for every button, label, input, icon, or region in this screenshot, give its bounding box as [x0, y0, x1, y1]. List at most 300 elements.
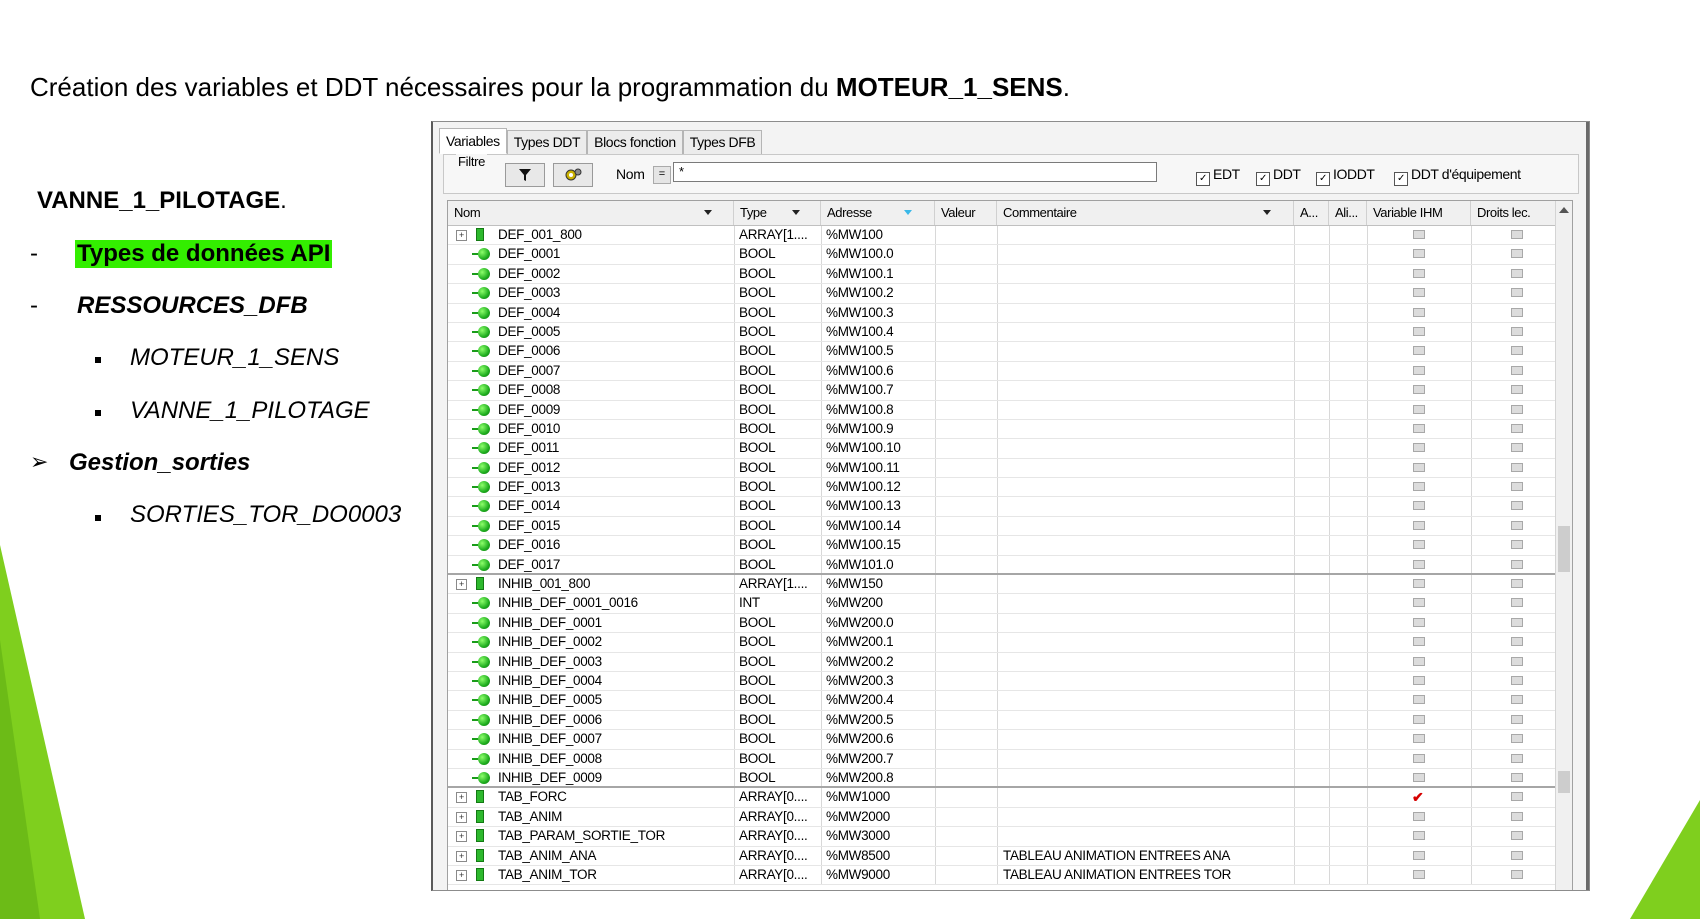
- table-row[interactable]: [448, 614, 1556, 633]
- tab-types-dfb[interactable]: Types DFB: [683, 130, 763, 154]
- cell-nom[interactable]: DEF_0016: [498, 537, 561, 553]
- cell-type[interactable]: BOOL: [739, 672, 776, 688]
- column-divider: [935, 536, 936, 554]
- cell-nom[interactable]: DEF_0017: [498, 556, 561, 572]
- cell-type[interactable]: BOOL: [739, 731, 776, 747]
- expand-icon[interactable]: +: [456, 230, 467, 241]
- table-row[interactable]: [448, 304, 1556, 323]
- chevron-down-icon[interactable]: [704, 210, 712, 215]
- cell-type[interactable]: BOOL: [739, 265, 776, 281]
- cell-commentaire[interactable]: [1003, 497, 1291, 515]
- cell-type[interactable]: ARRAY[1....: [739, 576, 808, 592]
- read-rights-checkbox[interactable]: [1511, 792, 1523, 801]
- cell-type[interactable]: BOOL: [739, 692, 776, 708]
- column-divider: [935, 788, 936, 806]
- expand-icon[interactable]: +: [456, 812, 467, 823]
- cell-adresse[interactable]: %MW200.6: [826, 731, 894, 747]
- cell-nom[interactable]: INHIB_DEF_0001_0016: [498, 595, 638, 611]
- cell-adresse[interactable]: %MW100.1: [826, 265, 894, 281]
- read-rights-checkbox[interactable]: [1511, 501, 1523, 510]
- read-rights-checkbox[interactable]: [1511, 754, 1523, 763]
- read-rights-checkbox[interactable]: [1511, 482, 1523, 491]
- cell-commentaire[interactable]: [1003, 614, 1291, 632]
- ihm-checkbox[interactable]: [1413, 385, 1425, 394]
- column-divider: [821, 342, 822, 360]
- read-rights-checkbox[interactable]: [1511, 308, 1523, 317]
- table-row[interactable]: [448, 284, 1556, 303]
- column-divider: [1294, 691, 1295, 709]
- cell-nom[interactable]: INHIB_DEF_0001: [498, 614, 602, 630]
- ihm-checkbox[interactable]: [1413, 773, 1425, 782]
- col-header-droits[interactable]: Droits lec.: [1471, 201, 1557, 225]
- cell-adresse[interactable]: %MW100.3: [826, 304, 894, 320]
- col-header-a[interactable]: A...: [1294, 201, 1329, 225]
- cell-adresse[interactable]: %MW100.5: [826, 343, 894, 359]
- checkbox-icon: ✓: [1196, 172, 1210, 186]
- cell-type[interactable]: ARRAY[0....: [739, 828, 808, 844]
- read-rights-checkbox[interactable]: [1511, 657, 1523, 666]
- read-rights-checkbox[interactable]: [1511, 249, 1523, 258]
- cell-commentaire[interactable]: [1003, 808, 1291, 826]
- ihm-checkbox[interactable]: [1413, 851, 1425, 860]
- chevron-down-icon[interactable]: [1263, 210, 1271, 215]
- cell-adresse[interactable]: %MW100.14: [826, 517, 901, 533]
- column-divider: [1367, 556, 1368, 573]
- col-header-commentaire[interactable]: Commentaire: [997, 201, 1294, 225]
- cell-adresse[interactable]: %MW100.8: [826, 401, 894, 417]
- cell-adresse[interactable]: %MW100.7: [826, 382, 894, 398]
- cell-commentaire[interactable]: [1003, 420, 1291, 438]
- cell-nom[interactable]: DEF_0008: [498, 382, 561, 398]
- cell-nom[interactable]: DEF_0002: [498, 265, 561, 281]
- cell-nom[interactable]: DEF_0012: [498, 459, 561, 475]
- cell-type[interactable]: BOOL: [739, 537, 776, 553]
- read-rights-checkbox[interactable]: [1511, 424, 1523, 433]
- ihm-checkbox[interactable]: [1413, 288, 1425, 297]
- cell-type[interactable]: BOOL: [739, 440, 776, 456]
- cell-adresse[interactable]: %MW200.1: [826, 634, 894, 650]
- cell-commentaire[interactable]: [1003, 478, 1291, 496]
- column-divider: [734, 594, 735, 612]
- cell-type[interactable]: BOOL: [739, 517, 776, 533]
- read-rights-checkbox[interactable]: [1511, 405, 1523, 414]
- ihm-checkbox[interactable]: [1413, 308, 1425, 317]
- ddt-checkbox[interactable]: ✓ DDT: [1256, 166, 1301, 186]
- col-header-adresse[interactable]: Adresse: [821, 201, 935, 225]
- cell-type[interactable]: BOOL: [739, 401, 776, 417]
- cell-nom[interactable]: DEF_0011: [498, 440, 560, 456]
- ihm-checkbox[interactable]: [1413, 870, 1425, 879]
- cell-nom[interactable]: TAB_FORC: [498, 789, 567, 805]
- table-row[interactable]: [448, 323, 1556, 342]
- table-row[interactable]: [448, 653, 1556, 672]
- table-row[interactable]: [448, 594, 1556, 613]
- cell-type[interactable]: BOOL: [739, 711, 776, 727]
- cell-type[interactable]: BOOL: [739, 382, 776, 398]
- edt-checkbox[interactable]: ✓ EDT: [1196, 166, 1240, 186]
- cell-adresse[interactable]: %MW200.8: [826, 769, 894, 785]
- cell-type[interactable]: ARRAY[1....: [739, 227, 808, 242]
- table-row[interactable]: [448, 575, 1556, 594]
- cell-nom[interactable]: INHIB_DEF_0009: [498, 769, 602, 785]
- column-divider: [1294, 497, 1295, 515]
- table-row[interactable]: [448, 847, 1556, 866]
- read-rights-checkbox[interactable]: [1511, 463, 1523, 472]
- column-divider: [1471, 362, 1472, 380]
- cell-adresse[interactable]: %MW100.11: [826, 459, 900, 475]
- cell-type[interactable]: BOOL: [739, 498, 776, 514]
- ihm-checkbox[interactable]: [1413, 521, 1425, 530]
- expand-icon[interactable]: +: [456, 831, 467, 842]
- ihm-checkbox[interactable]: [1413, 249, 1425, 258]
- col-header-alias[interactable]: Ali...: [1329, 201, 1367, 225]
- cell-type[interactable]: INT: [739, 595, 760, 611]
- cell-commentaire[interactable]: [1003, 342, 1291, 360]
- table-row[interactable]: [448, 420, 1556, 439]
- table-row[interactable]: [448, 769, 1556, 788]
- ddt-equipement-checkbox[interactable]: ✓ DDT d'équipement: [1394, 166, 1521, 186]
- column-divider: [935, 847, 936, 865]
- column-divider: [1367, 711, 1368, 729]
- read-rights-checkbox[interactable]: [1511, 695, 1523, 704]
- cell-type[interactable]: BOOL: [739, 304, 776, 320]
- tab-blocs-fonction[interactable]: Blocs fonction: [587, 130, 683, 154]
- read-rights-checkbox[interactable]: [1511, 521, 1523, 530]
- table-row[interactable]: [448, 459, 1556, 478]
- ihm-checkbox[interactable]: [1413, 269, 1425, 278]
- scroll-up-arrow-icon[interactable]: [1559, 207, 1569, 213]
- ihm-checkbox[interactable]: [1413, 463, 1425, 472]
- ihm-checkbox[interactable]: [1413, 715, 1425, 724]
- cell-type[interactable]: BOOL: [739, 634, 776, 650]
- cell-adresse[interactable]: %MW100.6: [826, 362, 894, 378]
- read-rights-checkbox[interactable]: [1511, 831, 1523, 840]
- col-header-type[interactable]: Type: [734, 201, 821, 225]
- read-rights-checkbox[interactable]: [1511, 346, 1523, 355]
- ihm-checkbox[interactable]: [1413, 366, 1425, 375]
- table-row[interactable]: [448, 827, 1556, 846]
- cell-commentaire[interactable]: [1003, 226, 1291, 244]
- cell-adresse[interactable]: %MW200.0: [826, 614, 894, 630]
- table-row[interactable]: [448, 711, 1556, 730]
- read-rights-checkbox[interactable]: [1511, 773, 1523, 782]
- table-row[interactable]: [448, 226, 1556, 245]
- cell-nom[interactable]: DEF_0009: [498, 401, 561, 417]
- cell-nom[interactable]: DEF_0006: [498, 343, 561, 359]
- cell-type[interactable]: BOOL: [739, 343, 776, 359]
- cell-type[interactable]: BOOL: [739, 614, 776, 630]
- ihm-checkbox[interactable]: [1413, 560, 1425, 569]
- ihm-checkbox[interactable]: [1413, 346, 1425, 355]
- cell-nom[interactable]: DEF_0013: [498, 479, 561, 495]
- cell-commentaire[interactable]: [1003, 459, 1291, 477]
- ihm-checkbox[interactable]: [1413, 637, 1425, 646]
- cell-commentaire[interactable]: [1003, 381, 1291, 399]
- name-filter-input[interactable]: *: [673, 162, 1157, 182]
- cell-adresse[interactable]: %MW200.7: [826, 750, 894, 766]
- ihm-checkbox[interactable]: [1413, 482, 1425, 491]
- column-divider: [997, 672, 998, 690]
- ihm-checkbox[interactable]: [1413, 676, 1425, 685]
- cell-adresse[interactable]: %MW3000: [826, 828, 890, 844]
- cell-nom[interactable]: INHIB_DEF_0003: [498, 653, 602, 669]
- read-rights-checkbox[interactable]: [1511, 870, 1523, 879]
- read-rights-checkbox[interactable]: [1511, 385, 1523, 394]
- cell-nom[interactable]: INHIB_DEF_0006: [498, 711, 602, 727]
- table-row[interactable]: [448, 788, 1556, 807]
- read-rights-checkbox[interactable]: [1511, 734, 1523, 743]
- column-divider: [1367, 323, 1368, 341]
- read-rights-checkbox[interactable]: [1511, 579, 1523, 588]
- cell-commentaire[interactable]: [1003, 401, 1291, 419]
- expand-icon[interactable]: +: [456, 579, 467, 590]
- column-divider: [1367, 575, 1368, 593]
- cell-adresse[interactable]: %MW8500: [826, 847, 890, 863]
- read-rights-checkbox[interactable]: [1511, 443, 1523, 452]
- cell-commentaire[interactable]: [1003, 691, 1291, 709]
- cell-commentaire[interactable]: [1003, 750, 1291, 768]
- column-divider: [1367, 769, 1368, 786]
- cell-nom[interactable]: DEF_0007: [498, 362, 561, 378]
- cell-nom[interactable]: INHIB_DEF_0008: [498, 750, 602, 766]
- ihm-checkbox[interactable]: [1413, 405, 1425, 414]
- table-row[interactable]: [448, 750, 1556, 769]
- col-header-valeur[interactable]: Valeur: [935, 201, 997, 225]
- cell-commentaire[interactable]: [1003, 323, 1291, 341]
- ihm-checkbox[interactable]: [1413, 579, 1425, 588]
- ihm-checkbox[interactable]: [1413, 230, 1425, 239]
- cell-commentaire[interactable]: [1003, 284, 1291, 302]
- expand-icon[interactable]: +: [456, 851, 467, 862]
- column-divider: [1471, 653, 1472, 671]
- cell-type[interactable]: BOOL: [739, 246, 776, 262]
- read-rights-checkbox[interactable]: [1511, 560, 1523, 569]
- table-row[interactable]: [448, 536, 1556, 555]
- table-row[interactable]: [448, 691, 1556, 710]
- table-row[interactable]: [448, 245, 1556, 264]
- cell-adresse[interactable]: %MW100.0: [826, 246, 894, 262]
- cell-type[interactable]: BOOL: [739, 285, 776, 301]
- cell-nom[interactable]: DEF_0001: [498, 246, 561, 262]
- table-row[interactable]: [448, 265, 1556, 284]
- column-divider: [1367, 381, 1368, 399]
- column-divider: [935, 653, 936, 671]
- cell-adresse[interactable]: %MW100: [826, 227, 883, 242]
- read-rights-checkbox[interactable]: [1511, 637, 1523, 646]
- cell-commentaire[interactable]: [1003, 594, 1291, 612]
- ihm-checkbox[interactable]: [1413, 695, 1425, 704]
- column-divider: [1329, 304, 1330, 322]
- table-row[interactable]: [448, 672, 1556, 691]
- cell-type[interactable]: BOOL: [739, 556, 776, 572]
- vertical-scrollbar[interactable]: [1555, 201, 1572, 891]
- cell-adresse[interactable]: %MW1000: [826, 789, 890, 805]
- cell-commentaire[interactable]: [1003, 439, 1291, 457]
- ihm-checkbox[interactable]: [1413, 327, 1425, 336]
- table-row[interactable]: [448, 808, 1556, 827]
- cell-adresse[interactable]: %MW100.12: [826, 479, 901, 495]
- cell-adresse[interactable]: %MW200.2: [826, 653, 894, 669]
- cell-type[interactable]: ARRAY[0....: [739, 847, 808, 863]
- cell-type[interactable]: BOOL: [739, 323, 776, 339]
- cell-adresse[interactable]: %MW200.3: [826, 672, 894, 688]
- ihm-checkbox[interactable]: [1413, 424, 1425, 433]
- read-rights-checkbox[interactable]: [1511, 851, 1523, 860]
- ihm-checkbox[interactable]: [1413, 734, 1425, 743]
- column-divider: [997, 536, 998, 554]
- cell-commentaire[interactable]: [1003, 653, 1291, 671]
- ihm-checked-icon[interactable]: ✔: [1412, 789, 1424, 806]
- read-rights-checkbox[interactable]: [1511, 540, 1523, 549]
- cell-type[interactable]: ARRAY[0....: [739, 808, 808, 824]
- cell-commentaire[interactable]: [1003, 536, 1291, 554]
- column-divider: [935, 284, 936, 302]
- filter-settings-button[interactable]: [553, 163, 593, 187]
- table-row[interactable]: [448, 866, 1556, 885]
- cell-nom[interactable]: TAB_ANIM: [498, 808, 563, 824]
- cell-adresse[interactable]: %MW100.2: [826, 285, 894, 301]
- table-row[interactable]: [448, 730, 1556, 749]
- cell-adresse[interactable]: %MW100.15: [826, 537, 901, 553]
- cell-commentaire[interactable]: [1003, 633, 1291, 651]
- cell-type[interactable]: BOOL: [739, 420, 776, 436]
- read-rights-checkbox[interactable]: [1511, 676, 1523, 685]
- read-rights-checkbox[interactable]: [1511, 618, 1523, 627]
- cell-commentaire[interactable]: [1003, 304, 1291, 322]
- cell-commentaire[interactable]: [1003, 556, 1291, 574]
- cell-commentaire[interactable]: [1003, 245, 1291, 263]
- cell-adresse[interactable]: %MW100.9: [826, 420, 894, 436]
- cell-adresse[interactable]: %MW200: [826, 595, 883, 611]
- expand-icon[interactable]: +: [456, 792, 467, 803]
- table-row[interactable]: [448, 517, 1556, 536]
- ihm-checkbox[interactable]: [1413, 754, 1425, 763]
- ihm-checkbox[interactable]: [1413, 657, 1425, 666]
- cell-commentaire[interactable]: [1003, 788, 1291, 806]
- cell-adresse[interactable]: %MW100.13: [826, 498, 901, 514]
- cell-commentaire[interactable]: [1003, 769, 1291, 787]
- read-rights-checkbox[interactable]: [1511, 812, 1523, 821]
- ihm-checkbox[interactable]: [1413, 618, 1425, 627]
- cell-nom[interactable]: DEF_0004: [498, 304, 561, 320]
- column-divider: [821, 653, 822, 671]
- cell-type[interactable]: BOOL: [739, 362, 776, 378]
- column-divider: [997, 556, 998, 573]
- ihm-checkbox[interactable]: [1413, 598, 1425, 607]
- expand-icon[interactable]: +: [456, 870, 467, 881]
- chevron-down-icon[interactable]: [792, 210, 800, 215]
- cell-nom[interactable]: INHIB_001_800: [498, 576, 591, 592]
- ihm-checkbox[interactable]: [1413, 831, 1425, 840]
- cell-nom[interactable]: DEF_001_800: [498, 227, 582, 242]
- arrow-bullet-icon: ➢: [30, 449, 49, 474]
- table-row[interactable]: [448, 342, 1556, 361]
- column-divider: [1294, 711, 1295, 729]
- read-rights-checkbox[interactable]: [1511, 327, 1523, 336]
- cell-adresse[interactable]: %MW150: [826, 576, 883, 592]
- cell-type[interactable]: BOOL: [739, 750, 776, 766]
- cell-commentaire[interactable]: [1003, 827, 1291, 845]
- column-divider: [1329, 478, 1330, 496]
- read-rights-checkbox[interactable]: [1511, 269, 1523, 278]
- scrollbar-thumb-lower[interactable]: [1558, 771, 1570, 793]
- cell-nom[interactable]: INHIB_DEF_0007: [498, 731, 602, 747]
- cell-commentaire[interactable]: TABLEAU ANIMATION ENTREES ANA: [1003, 847, 1231, 863]
- cell-adresse[interactable]: %MW2000: [826, 808, 890, 824]
- cell-commentaire[interactable]: [1003, 265, 1291, 283]
- tab-variables[interactable]: Variables: [439, 128, 507, 154]
- table-row[interactable]: [448, 381, 1556, 400]
- cell-nom[interactable]: DEF_0015: [498, 517, 561, 533]
- cell-adresse[interactable]: %MW200.4: [826, 692, 894, 708]
- table-row[interactable]: [448, 401, 1556, 420]
- cell-adresse[interactable]: %MW200.5: [826, 711, 894, 727]
- cell-commentaire[interactable]: [1003, 730, 1291, 748]
- cell-type[interactable]: BOOL: [739, 459, 776, 475]
- ihm-checkbox[interactable]: [1413, 812, 1425, 821]
- col-header-variable-ihm[interactable]: Variable IHM: [1367, 201, 1471, 225]
- cell-commentaire[interactable]: [1003, 517, 1291, 535]
- read-rights-checkbox[interactable]: [1511, 715, 1523, 724]
- table-row[interactable]: [448, 478, 1556, 497]
- cell-nom[interactable]: DEF_0003: [498, 285, 561, 301]
- cell-type[interactable]: BOOL: [739, 653, 776, 669]
- outline-item-types-label: Types de données API: [77, 240, 331, 267]
- cell-nom[interactable]: TAB_ANIM_ANA: [498, 847, 597, 863]
- cell-commentaire[interactable]: [1003, 711, 1291, 729]
- cell-commentaire[interactable]: [1003, 362, 1291, 380]
- cell-type[interactable]: ARRAY[0....: [739, 789, 808, 805]
- cell-nom[interactable]: INHIB_DEF_0004: [498, 672, 602, 688]
- cell-commentaire[interactable]: [1003, 575, 1291, 593]
- cell-adresse[interactable]: %MW101.0: [826, 556, 894, 572]
- col-header-nom[interactable]: Nom: [448, 201, 734, 225]
- cell-commentaire[interactable]: [1003, 672, 1291, 690]
- cell-nom[interactable]: INHIB_DEF_0002: [498, 634, 602, 650]
- ihm-checkbox[interactable]: [1413, 501, 1425, 510]
- table-row[interactable]: [448, 633, 1556, 652]
- cell-nom[interactable]: DEF_0010: [498, 420, 561, 436]
- table-row[interactable]: [448, 556, 1556, 575]
- cell-nom[interactable]: DEF_0014: [498, 498, 561, 514]
- ioddt-checkbox[interactable]: ✓ IODDT: [1316, 166, 1375, 186]
- table-row[interactable]: [448, 439, 1556, 458]
- tab-types-ddt[interactable]: Types DDT: [507, 130, 587, 154]
- cell-nom[interactable]: INHIB_DEF_0005: [498, 692, 602, 708]
- cell-commentaire[interactable]: TABLEAU ANIMATION ENTREES TOR: [1003, 866, 1232, 882]
- read-rights-checkbox[interactable]: [1511, 366, 1523, 375]
- cell-type[interactable]: BOOL: [739, 769, 776, 785]
- read-rights-checkbox[interactable]: [1511, 598, 1523, 607]
- cell-adresse[interactable]: %MW100.10: [826, 440, 901, 456]
- table-row[interactable]: [448, 497, 1556, 516]
- cell-type[interactable]: ARRAY[0....: [739, 866, 808, 882]
- read-rights-checkbox[interactable]: [1511, 230, 1523, 239]
- read-rights-checkbox[interactable]: [1511, 288, 1523, 297]
- filter-funnel-button[interactable]: [505, 163, 545, 187]
- ihm-checkbox[interactable]: [1413, 540, 1425, 549]
- cell-adresse[interactable]: %MW100.4: [826, 323, 894, 339]
- cell-type[interactable]: BOOL: [739, 479, 776, 495]
- cell-nom[interactable]: DEF_0005: [498, 323, 561, 339]
- cell-adresse[interactable]: %MW9000: [826, 866, 890, 882]
- scrollbar-thumb[interactable]: [1558, 526, 1570, 572]
- ihm-checkbox[interactable]: [1413, 443, 1425, 452]
- cell-nom[interactable]: TAB_ANIM_TOR: [498, 866, 597, 882]
- name-operator-button[interactable]: =: [653, 166, 671, 184]
- cell-nom[interactable]: TAB_PARAM_SORTIE_TOR: [498, 828, 666, 844]
- table-row[interactable]: [448, 362, 1556, 381]
